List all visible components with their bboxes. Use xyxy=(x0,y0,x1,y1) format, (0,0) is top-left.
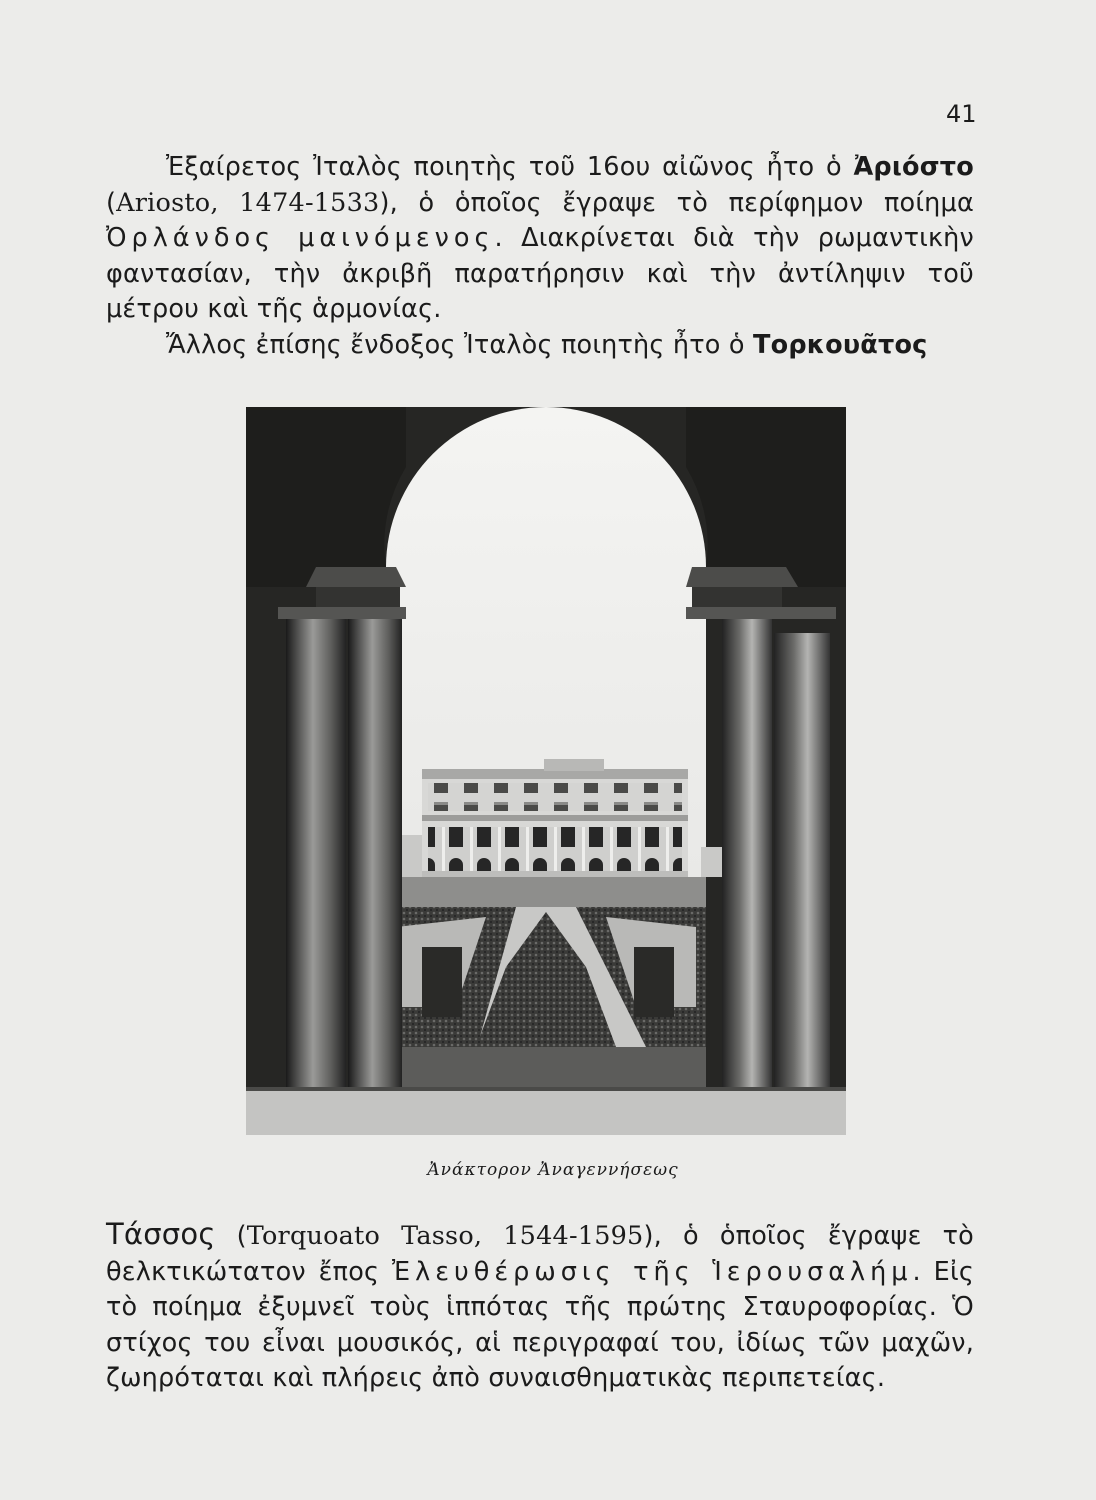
tasso-latin-name: Torquoato Tasso, 1544-1595 xyxy=(246,1221,644,1251)
paragraph-tasso: Τάσσος (Torquoato Tasso, 1544-1595), ὁ ὁποῖος ἔγραψε τὸ θελκτικώτατον ἔπος Ἐλευθέρωσις τῆς Ἱερουσαλήμ. Εἰς τὸ ποίημα ἐξυμνεῖ τοὺς ἱππότας τῆς πρώτης Σταυροφορίας. Ὁ στίχος του εἶναι μουσικός, αἱ περιγραφαί του, ἰδίως τῶν μαχῶν, ζωηρόταται καὶ πλήρεις ἀπὸ συναισθηματικὰς περιπετείας. xyxy=(106,1217,974,1393)
upper-text xyxy=(106,150,974,363)
palace-garden xyxy=(386,877,706,1087)
tasso-name: Τάσσος xyxy=(106,1217,216,1251)
orlando-title: Ὀρλάνδος μαινόμενος xyxy=(106,223,495,253)
paragraph-torquato-intro: Ἄλλος ἐπίσης ἔνδοξος Ἰταλὸς ποιητὴς ἦτο ὁ Τορκουᾶτος xyxy=(166,329,928,360)
ariosto-name: Ἀριόστο xyxy=(853,152,974,182)
page-number: 41 xyxy=(946,100,977,128)
palace-building xyxy=(422,759,688,889)
floor xyxy=(246,1087,846,1135)
torquato-name: Τορκουᾶτος xyxy=(753,329,928,360)
paragraph-ariosto: Ἐξαίρετος Ἰταλὸς ποιητὴς τοῦ 16ου αἰῶνος ἦτο ὁ Ἀριόστο (Ariosto, 1474-1533), ὁ ὁποῖος ἔγραψε τὸ περίφημον ποίημα Ὀρλάνδος μαινόμενος. Διακρίνεται διὰ τὴν ρωμαντικὴν φαντασίαν, τὴν ἀκριβῆ παρατήρησιν καὶ τὴν ἀντίληψιν τοῦ μέτρου καὶ τῆς ἁρμονίας. xyxy=(106,152,974,324)
lower-text xyxy=(106,1217,974,1397)
palace-photograph xyxy=(246,407,846,1135)
figure-caption: Ἀνάκτορον Ἀναγεννήσεως xyxy=(427,1160,679,1180)
jerusalem-title: Ἐλευθέρωσις τῆς Ἱερουσαλήμ xyxy=(392,1256,913,1287)
ariosto-latin-name: Ariosto, 1474-1533 xyxy=(116,187,380,218)
